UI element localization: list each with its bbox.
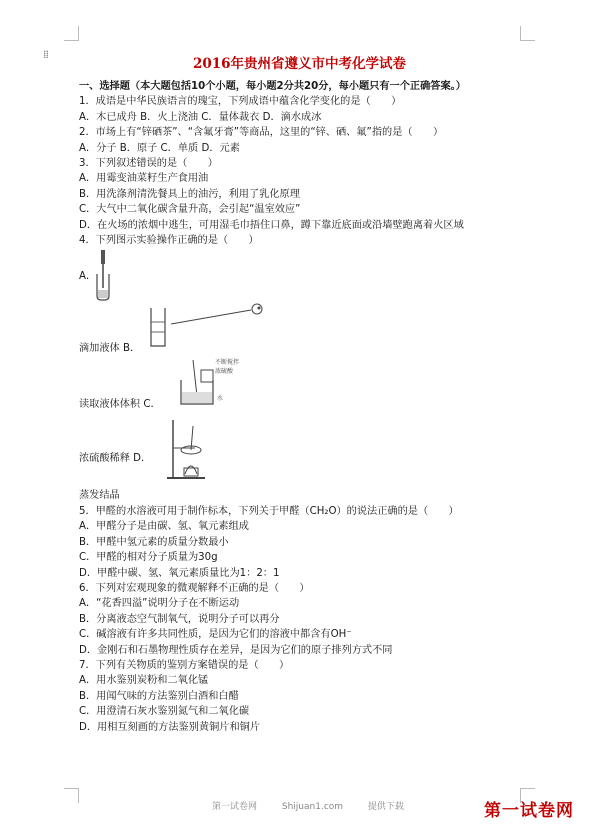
q2-options: A．分子 B．原子 C．单质 D．元素 (79, 142, 240, 154)
section-heading: 一、选择题（本大题包括10个小题，每小题2分共20分，每小题只有一个正确答案。） (79, 81, 466, 92)
q4-figure-c-caption: 读取液体体积 C． (79, 399, 161, 411)
q4-figure-a-label: A． (79, 271, 97, 283)
q5-option-b: B．甲醛中氢元素的质量分数最小 (79, 536, 229, 548)
margin-corner-bottom-left (64, 788, 79, 803)
q6-option-d: D．金刚石和石墨物理性质存在差异，是因为它们的原子排列方式不同 (79, 644, 393, 656)
q2-stem: 2．市场上有“锌硒茶”、“含氟牙膏”等商品，这里的“锌、硒、氟”指的是（ ） (79, 127, 444, 139)
footer-site-url: Shijuan1.com (281, 802, 344, 812)
q4-figure-c (79, 356, 519, 418)
footer-download-note: 提供下载 (367, 802, 404, 812)
q4-figure-d (79, 418, 519, 484)
q7-option-c: C．用澄清石灰水鉴别氮气和二氧化碳 (79, 706, 250, 718)
exam-content (79, 79, 519, 735)
page-title: 2016年贵州省遵义市中考化学试卷 (192, 56, 407, 72)
q4-stem: 4．下列图示实验操作正确的是（ ） (79, 235, 259, 247)
q3-option-a: A．用霉变油菜籽生产食用油 (79, 173, 209, 185)
q6-option-b: B．分离液态空气制氧气，说明分子可以再分 (79, 613, 280, 625)
q4-figure-b-caption: 滴加液体 B． (79, 343, 141, 355)
q4-figure-b (79, 302, 519, 356)
q7-stem: 7．下列有关物质的鉴别方案错误的是（ ） (79, 659, 290, 671)
q3-option-b: B．用洗涤剂清洗餐具上的油污，利用了乳化原理 (79, 188, 300, 200)
fig-c-water-label: 水 (217, 395, 224, 403)
q3-option-c: C．大气中二氧化碳含量升高，会引起“温室效应” (79, 204, 301, 216)
q1-stem: 1．成语是中华民族语言的瑰宝，下列成语中蕴含化学变化的是（ ） (79, 96, 402, 108)
margin-corner-top-right (520, 26, 535, 41)
q6-option-c: C．碱溶液有许多共同性质，是因为它们的溶液中都含有OH⁻ (79, 629, 352, 641)
page-footer (212, 799, 426, 812)
fig-c-acid-label: 浓硫酸 (215, 368, 234, 376)
q1-options: A．木已成舟 B．火上浇油 C．量体裁衣 D．滴水成冰 (79, 111, 322, 123)
q5-stem: 5．甲醛的水溶液可用于制作标本，下列关于甲醛（CH₂O）的说法正确的是（ ） (79, 505, 459, 517)
footer-site-name: 第一试卷网 (212, 802, 258, 812)
watermark-logo: 第一试卷网 (484, 801, 574, 821)
q3-stem: 3．下列叙述错误的是（ ） (79, 158, 218, 170)
margin-corner-top-left (64, 26, 79, 41)
q4-figure-d-tail: 蒸发结晶 (79, 490, 120, 502)
acid-dilution-illustration (173, 356, 263, 408)
q6-option-a: A．“花香四溢”说明分子在不断运动 (79, 598, 240, 610)
q7-option-d: D．用相互刻画的方法鉴别黄铜片和铜片 (79, 721, 261, 733)
q3-option-d: D．在火场的浓烟中逃生，可用湿毛巾捂住口鼻，蹲下靠近底面或沿墙壁跑离着火区域 (79, 219, 464, 231)
q4-figure-d-caption: 浓硫酸稀释 D． (79, 453, 152, 465)
q5-option-a: A．甲醛分子是由碳、氢、氧元素组成 (79, 521, 249, 533)
cylinder-reading-illustration (141, 302, 281, 348)
table-move-handle-icon[interactable]: ⁞⁞ (43, 48, 48, 61)
q5-option-c: C．甲醛的相对分子质量为30g (79, 552, 218, 564)
evaporation-illustration (163, 418, 213, 480)
q5-option-d: D．甲醛中碳、氢、氧元素质量比为1：2：1 (79, 567, 280, 579)
fig-c-stir-label: 不断搅拌 (215, 359, 240, 367)
q7-option-a: A．用水鉴别炭粉和二氧化锰 (79, 675, 209, 687)
q4-figure-a (79, 248, 519, 302)
q7-option-b: B．用闻气味的方法鉴别白酒和白醋 (79, 690, 239, 702)
q6-stem: 6．下列对宏观现象的微观解释不正确的是（ ） (79, 582, 310, 594)
